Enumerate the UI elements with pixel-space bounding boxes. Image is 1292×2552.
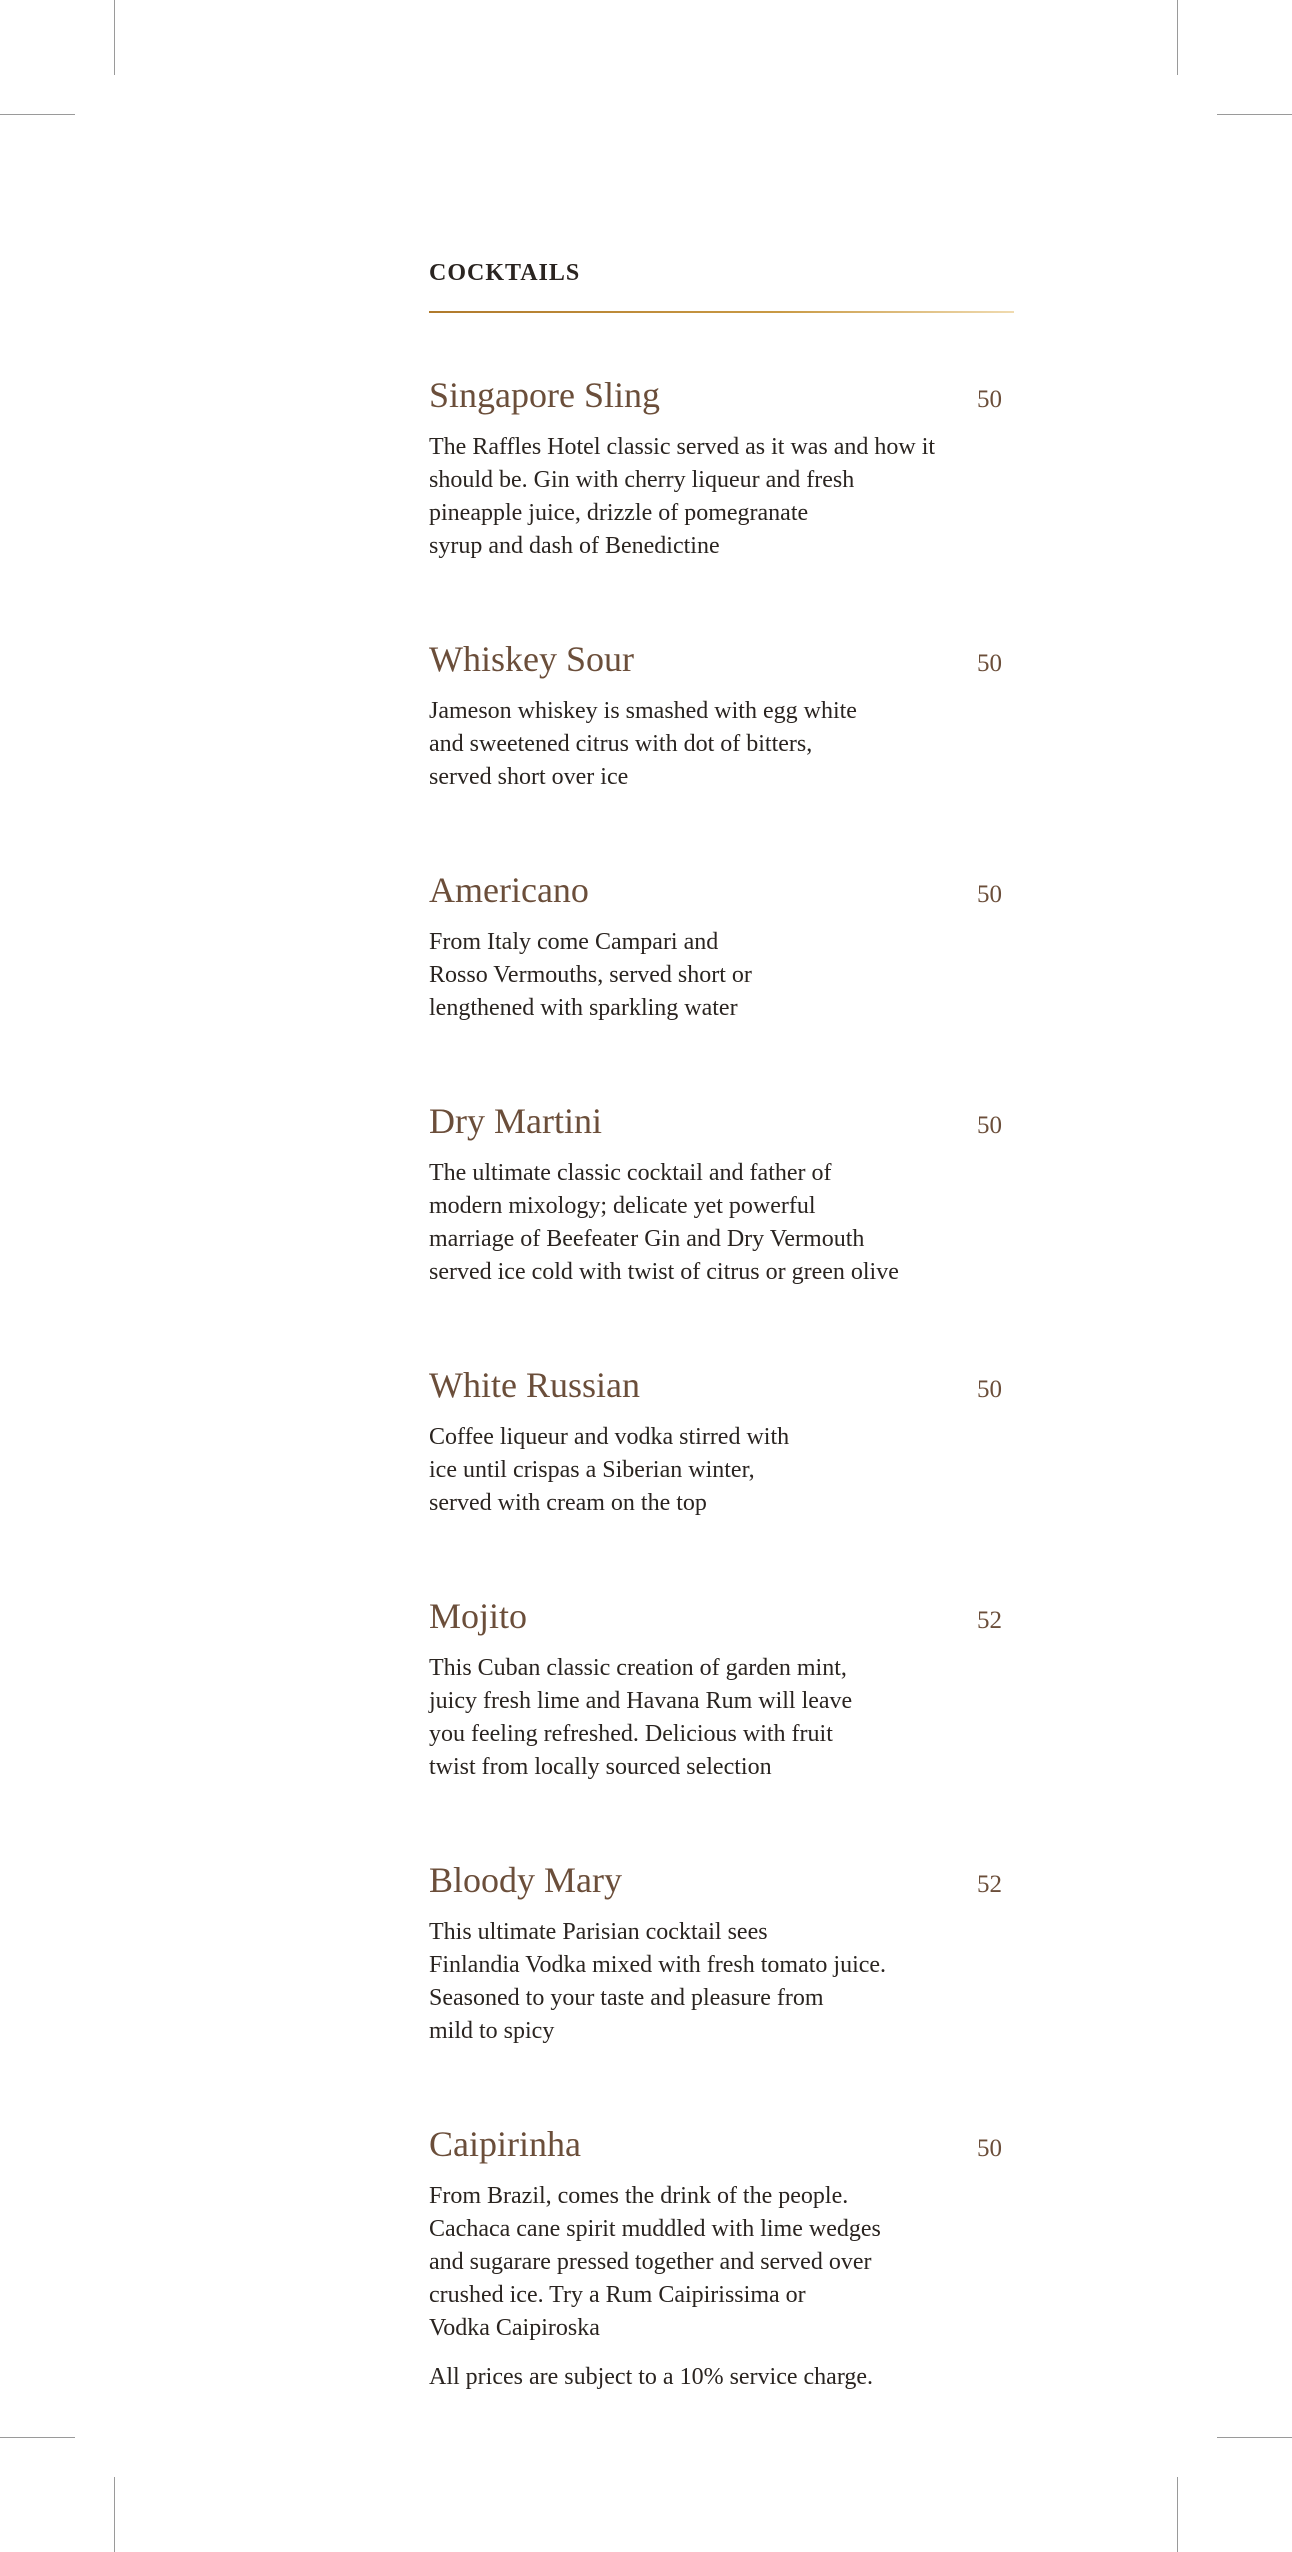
item-price: 52 [977, 1871, 1002, 1898]
menu-item-header [429, 1594, 1002, 1638]
item-description: Coffee liqueur and vodka stirred with ice until crispas a Siberian winter, served with cream on the top [429, 1424, 790, 1516]
item-description: Jameson whiskey is smashed with egg white and sweetened citrus with dot of bitters, served short over ice [429, 698, 857, 790]
item-price: 50 [977, 881, 1002, 908]
section-title: COCKTAILS [429, 260, 581, 286]
crop-mark-bottom-left-vertical [114, 2477, 115, 2552]
item-description: The Raffles Hotel classic served as it was and how it should be. Gin with cherry liqueur and fresh pineapple juice, drizzle of pomegranate syrup and dash of Benedictine [429, 434, 936, 559]
item-price: 50 [977, 1376, 1002, 1403]
crop-mark-bottom-right-vertical [1177, 2477, 1178, 2552]
item-price: 50 [977, 650, 1002, 677]
item-description: This Cuban classic creation of garden mint, juicy fresh lime and Havana Rum will leave you feeling refreshed. Delicious with fruit twist from locally sourced selection [429, 1655, 853, 1780]
menu-item [429, 1363, 1014, 1520]
menu-item-header [429, 1099, 1002, 1143]
menu-item-header [429, 868, 1002, 912]
item-name: Dry Martini [429, 1101, 602, 1141]
item-name: Bloody Mary [429, 1860, 622, 1900]
item-description: The ultimate classic cocktail and father of modern mixology; delicate yet powerful marriage of Beefeater Gin and Dry Vermouth served ice cold with twist of citrus or green olive [429, 1160, 899, 1285]
item-price: 50 [977, 1112, 1002, 1139]
item-price: 50 [977, 386, 1002, 413]
item-name: Singapore Sling [429, 375, 660, 415]
crop-mark-top-left-vertical [114, 0, 115, 75]
section-divider [429, 311, 1014, 313]
crop-mark-top-left-horizontal [0, 114, 75, 115]
menu-item-header [429, 1363, 1002, 1407]
crop-mark-bottom-left-horizontal [0, 2437, 75, 2438]
item-name: Americano [429, 870, 589, 910]
item-name: Caipirinha [429, 2124, 581, 2164]
service-charge-note: All prices are subject to a 10% service charge. [429, 2364, 874, 2390]
item-description: From Italy come Campari and Rosso Vermouths, served short or lengthened with sparkling water [429, 929, 752, 1021]
crop-mark-top-right-horizontal [1217, 114, 1292, 115]
crop-mark-bottom-right-horizontal [1217, 2437, 1292, 2438]
item-name: Whiskey Sour [429, 639, 634, 679]
menu-item-header [429, 1858, 1002, 1902]
menu-item [429, 2122, 1014, 2345]
menu-item [429, 1099, 1014, 1289]
menu-item [429, 1858, 1014, 2048]
menu-item-header [429, 637, 1002, 681]
item-description: This ultimate Parisian cocktail sees Finlandia Vodka mixed with fresh tomato juice. Seasoned to your taste and pleasure from mild to spicy [429, 1919, 887, 2044]
menu-item-header [429, 373, 1002, 417]
menu-item [429, 637, 1014, 794]
menu-items [429, 373, 1014, 2345]
menu-item [429, 373, 1014, 563]
item-price: 50 [977, 2135, 1002, 2162]
menu-item [429, 1594, 1014, 1784]
item-description: From Brazil, comes the drink of the people. Cachaca cane spirit muddled with lime wedges and sugarare pressed together and served over crushed ice. Try a Rum Caipirissima or Vodka Caipiroska [429, 2183, 881, 2341]
cocktail-menu [429, 258, 1014, 2394]
item-price: 52 [977, 1607, 1002, 1634]
item-name: White Russian [429, 1365, 640, 1405]
menu-item-header [429, 2122, 1002, 2166]
crop-mark-top-right-vertical [1177, 0, 1178, 75]
item-name: Mojito [429, 1596, 528, 1636]
menu-item [429, 868, 1014, 1025]
